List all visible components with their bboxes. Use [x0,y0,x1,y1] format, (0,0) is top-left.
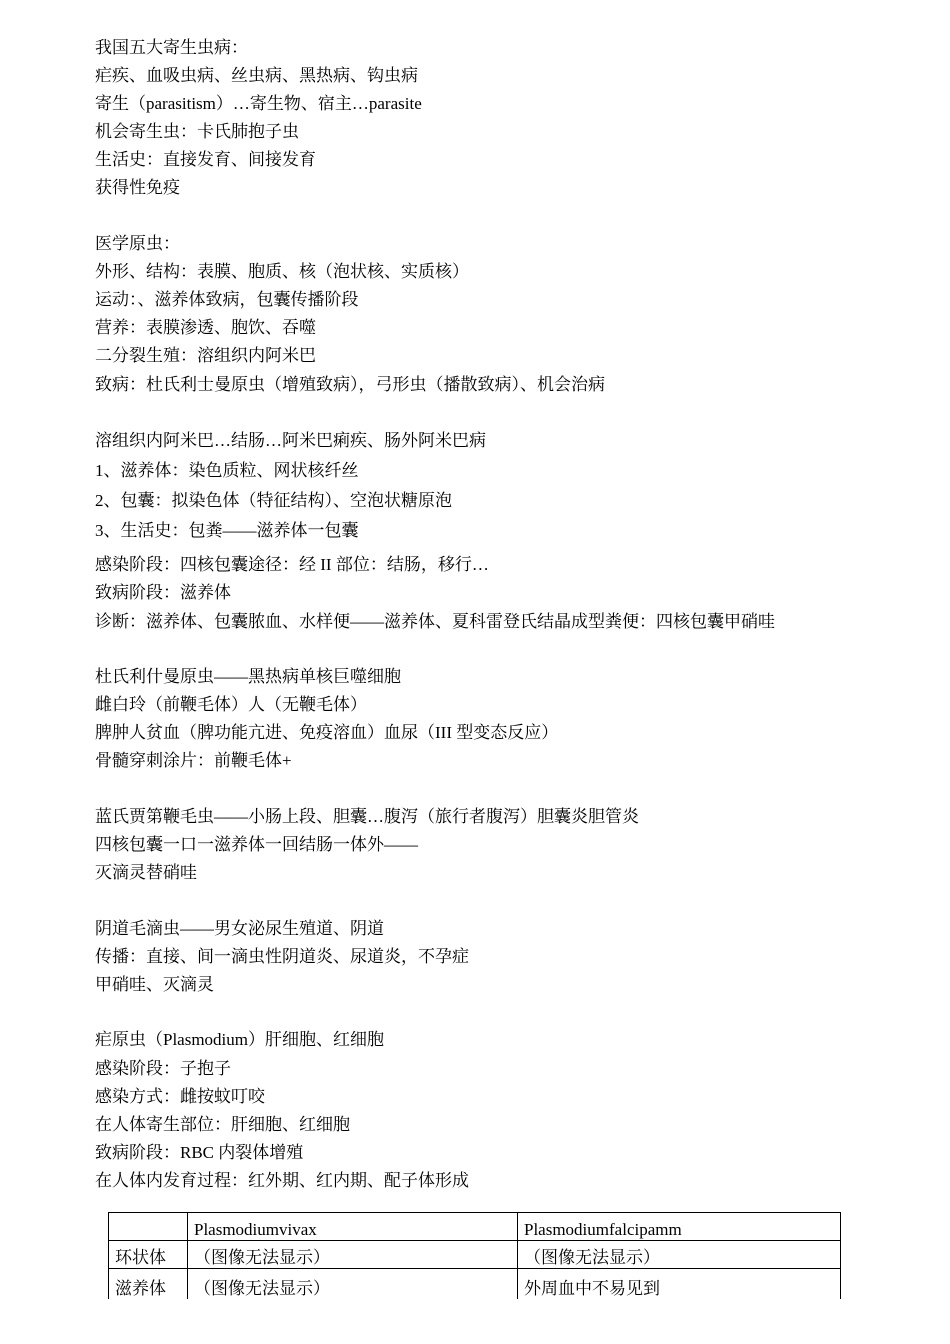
text-line: 致病：杜氏利士曼原虫（增殖致病），弓形虫（播散致病）、机会治病 [95,375,605,394]
table-row [109,1269,841,1300]
section-heading: 蓝氏贾第鞭毛虫——小肠上段、胆囊…腹泻（旅行者腹泻）胆囊炎胆管炎 [95,807,639,826]
table-header-cell: Plasmodiumvivax [188,1213,518,1241]
text-line: 感染方式：雌按蚊叮咬 [95,1087,265,1106]
text-line: 灭滴灵替硝哇 [95,863,197,882]
table-cell: （图像无法显示） [518,1241,841,1269]
section-heading: 杜氏利什曼原虫——黑热病单核巨噬细胞 [95,667,401,686]
text-line: 感染阶段：子抱子 [95,1059,231,1078]
table-cell: （图像无法显示） [188,1241,518,1269]
text-line: 机会寄生虫：卡氏肺抱子虫 [95,122,299,141]
text-line: 获得性免疫 [95,178,180,197]
text-line: 感染阶段：四核包囊途径：经 II 部位：结肠，移行… [95,555,489,574]
text-line: 外形、结构：表膜、胞质、核（泡状核、实质核） [95,262,469,281]
text-line: 3、生活史：包粪——滋养体一包囊 [95,521,359,540]
text-line: 雌白玲（前鞭毛体）人（无鞭毛体） [95,695,367,714]
text-line: 脾肿人贫血（脾功能亢进、免疫溶血）血尿（III 型变态反应） [95,723,559,742]
text-line: 2、包囊：拟染色体（特征结构）、空泡状糖原泡 [95,491,452,510]
table-cell: （图像无法显示） [188,1269,518,1300]
text-line: 营养：表膜渗透、胞饮、吞噬 [95,318,316,337]
text-line: 在人体寄生部位：肝细胞、红细胞 [95,1115,350,1134]
section-heading: 阴道毛滴虫——男女泌尿生殖道、阴道 [95,919,384,938]
text-line: 骨髓穿刺涂片：前鞭毛体+ [95,751,292,770]
text-line: 致病阶段：滋养体 [95,583,231,602]
text-line: 1、滋养体：染色质粒、网状核纤丝 [95,461,359,480]
text-line: 生活史：直接发育、间接发育 [95,150,316,169]
table-row-label: 滋养体 [109,1269,188,1300]
text-line: 甲硝哇、灭滴灵 [95,975,214,994]
table-row-label: 环状体 [109,1241,188,1269]
text-line: 传播：直接、间一滴虫性阴道炎、尿道炎，不孕症 [95,947,469,966]
text-line: 致病阶段：RBC 内裂体增殖 [95,1143,304,1162]
text-line: 运动：、滋养体致病，包囊传播阶段 [95,290,359,309]
comparison-table [108,1212,841,1299]
text-line: 四核包囊一口一滋养体一回结肠一体外—— [95,835,418,854]
section-heading: 疟原虫（Plasmodium）肝细胞、红细胞 [95,1030,385,1049]
text-line: 寄生（parasitism）…寄生物、宿主…parasite [95,94,422,113]
section-heading: 医学原虫： [95,234,180,253]
table-header-cell [109,1213,188,1241]
text-line: 疟疾、血吸虫病、丝虫病、黑热病、钩虫病 [95,66,418,85]
text-line: 我国五大寄生虫病： [95,38,248,57]
section-heading: 溶组织内阿米巴…结肠…阿米巴痢疾、肠外阿米巴病 [95,431,486,450]
text-line: 诊断：滋养体、包囊脓血、水样便——滋养体、夏科雷登氏结晶成型粪便：四核包囊甲硝哇 [95,612,775,631]
text-line: 二分裂生殖：溶组织内阿米巴 [95,346,316,365]
table-cell: 外周血中不易见到 [518,1269,841,1300]
table-row [109,1241,841,1269]
text-line: 在人体内发育过程：红外期、红内期、配子体形成 [95,1171,469,1190]
table-header-cell: Plasmodiumfalcipamm [518,1213,841,1241]
table-header-row [109,1213,841,1241]
